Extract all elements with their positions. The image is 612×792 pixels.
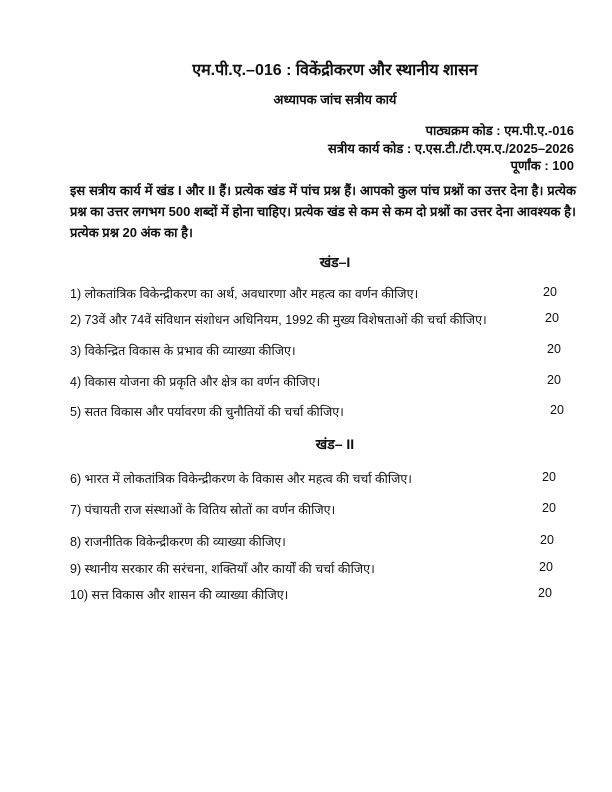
question-3: 3) विकेन्द्रित विकास के प्रभाव की व्याख्या कीजिए।: [70, 344, 296, 358]
question-10: 10) सत्त विकास और शासन की व्याख्या कीजिए।: [70, 588, 289, 602]
course-code: पाठ्यक्रम कोड : एम.पी.ए.-016: [425, 123, 574, 138]
question-2: 2) 73वें और 74वें संविधान संशोधन अधिनियम, 1992 की मुख्य विशेषताओं की चर्चा कीजिए।: [70, 313, 487, 327]
question-3-marks: 20: [547, 342, 561, 356]
question-4: 4) विकास योजना की प्रकृति और क्षेत्र का वर्णन कीजिए।: [70, 375, 321, 389]
page-subtitle: अध्यापक जांच सत्रीय कार्य: [273, 92, 397, 107]
question-5: 5) सतत विकास और पर्यावरण की चुनौतियों की चर्चा कीजिए।: [70, 405, 344, 419]
question-6: 6) भारत में लोकतांत्रिक विकेन्द्रीकरण के विकास और महत्व की चर्चा कीजिए।: [70, 472, 413, 486]
question-8-marks: 20: [540, 533, 554, 547]
question-8: 8) राजनीतिक विकेन्द्रीकरण की व्याख्या कीजिए।: [70, 535, 286, 549]
question-10-marks: 20: [538, 586, 552, 600]
max-marks: पूर्णांक : 100: [510, 158, 574, 173]
question-1: 1) लोकतांत्रिक विकेन्द्रीकरण का अर्थ, अवधारणा और महत्व का वर्णन कीजिए।: [70, 287, 419, 301]
question-9-marks: 20: [539, 560, 553, 574]
assignment-code: सत्रीय कार्य कोड : ए.एस.टी./टी.एम.ए./2025–2026: [328, 141, 574, 156]
question-7: 7) पंचायती राज संस्थाओं के वितिय स्रोतों का वर्णन कीजिए।: [70, 503, 336, 517]
section-heading-1: खंड–I: [319, 254, 351, 270]
question-1-marks: 20: [543, 285, 557, 299]
section-heading-2: खंड– II: [315, 436, 355, 452]
page-title: एम.पी.ए.–016 : विकेंद्रीकरण और स्थानीय शासन: [192, 62, 478, 79]
question-7-marks: 20: [542, 501, 556, 515]
question-9: 9) स्थानीय सरकार की सरंचना, शक्तियाँ और कार्यों की चर्चा कीजिए।: [70, 562, 375, 576]
question-5-marks: 20: [550, 403, 564, 417]
question-4-marks: 20: [547, 373, 561, 387]
question-6-marks: 20: [542, 470, 556, 484]
instructions: इस सत्रीय कार्य में खंड I और II हैं। प्रत्येक खंड में पांच प्रश्न हैं। आपको कुल पांच प्रश्नों का उत्तर देना है। प्रत्येक प्रश्न का उत्तर लगभग 500 शब्दों में होना चाहिए। प्रत्येक खंड से कम से कम दो प्रश्नों का उत्तर देना आवश्यक है। प्रत्येक प्रश्न 20 अंक का है।: [70, 183, 576, 240]
question-2-marks: 20: [545, 311, 559, 325]
